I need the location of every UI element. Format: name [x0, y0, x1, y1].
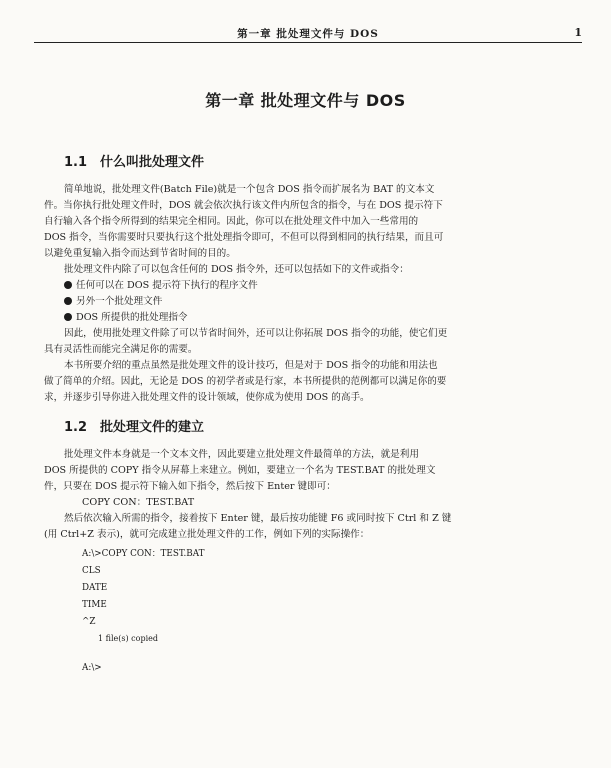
paragraph-line: DOS 指令，当你需要时只要执行这个批处理指令即可，不但可以得到相同的执行结果，而且可	[44, 232, 444, 243]
paragraph-line: 做了简单的介绍。因此，无论是 DOS 的初学者或是行家，本书所提供的范例都可以满足你的要	[44, 376, 447, 387]
section-title: 批处理文件的建立	[100, 420, 205, 435]
bullet-item	[64, 311, 569, 325]
command-line: COPY CON：TEST.BAT	[82, 497, 195, 508]
bullet-dot	[64, 297, 72, 305]
paragraph-line: 件，只要在 DOS 提示符下输入如下指令，然后按下 Enter 键即可：	[44, 481, 336, 492]
paragraph-line: 简单地说，批处理文件(Batch File)就是一个包含 DOS 指令而扩展名为 BAT 的文本文	[64, 184, 435, 195]
paragraph-line: 批处理文件本身就是一个文本文件，因此要建立批处理文件最简单的方法，就是利用	[64, 449, 419, 460]
code-line: DATE	[82, 583, 108, 593]
section-heading-1-1	[64, 151, 204, 170]
code-line: TIME	[82, 600, 107, 610]
paragraph-line: 自行输入各个指令所得到的结果完全相同。因此，你可以在批处理文件中加入一些常用的	[44, 216, 419, 227]
bullet-dot	[64, 281, 72, 289]
bullet-text: 另外一个批处理文件	[76, 296, 163, 307]
section-number: 1.2	[64, 420, 88, 435]
bullet-text: 任何可以在 DOS 提示符下执行的程序文件	[76, 280, 258, 291]
paragraph-line: DOS 所提供的 COPY 指令从屏幕上来建立。例如，要建立一个名为 TEST.BAT 的批处理文	[44, 465, 436, 476]
paragraph-line: 具有灵活性而能完全满足你的需要。	[44, 344, 198, 355]
code-line: ^Z	[82, 617, 96, 627]
paragraph-line: 以避免重复输入指令而达到节省时间的目的。	[44, 248, 236, 259]
section-title: 什么叫批处理文件	[100, 155, 205, 170]
code-line: CLS	[82, 566, 101, 576]
chapter-title: 第一章 批处理文件与 DOS	[205, 91, 406, 110]
paragraph-line: 然后依次输入所需的指令，接着按下 Enter 键，最后按功能键 F6 或同时按下 Ctrl 和 Z 键	[64, 513, 452, 524]
bullet-text: DOS 所提供的批处理指令	[76, 312, 188, 323]
paragraph-line: 本书所要介绍的重点虽然是批处理文件的设计技巧，但是对于 DOS 指令的功能和用法也	[64, 360, 438, 371]
bullet-dot	[64, 313, 72, 321]
section-number: 1.1	[64, 155, 88, 170]
dos-prompt: A:\>	[82, 663, 102, 673]
paragraph-line: 件。当你执行批处理文件时，DOS 就会依次执行该文件内所包含的指令，与在 DOS 提示符下	[44, 200, 443, 211]
copied-message: 1 file(s) copied	[98, 634, 158, 643]
bullet-item	[64, 279, 569, 293]
bullet-item	[64, 295, 569, 309]
page-number: 1	[574, 26, 582, 39]
paragraph-line: 因此，使用批处理文件除了可以节省时间外，还可以让你拓展 DOS 指令的功能，使它们更	[64, 328, 448, 339]
paragraph-line: (用 Ctrl+Z 表示)，就可完成建立批处理文件的工作，例如下列的实际操作：	[44, 529, 370, 540]
running-header	[34, 26, 582, 43]
paragraph-line: 批处理文件内除了可以包含任何的 DOS 指令外，还可以包括如下的文件或指令：	[64, 264, 409, 275]
code-line: A:\>COPY CON：TEST.BAT	[82, 549, 205, 559]
paragraph-line: 求，并逐步引导你进入批处理文件的设计领域，使你成为使用 DOS 的高手。	[44, 392, 370, 403]
section-heading-1-2	[64, 416, 204, 435]
running-title: 第一章 批处理文件与 DOS	[237, 28, 379, 40]
